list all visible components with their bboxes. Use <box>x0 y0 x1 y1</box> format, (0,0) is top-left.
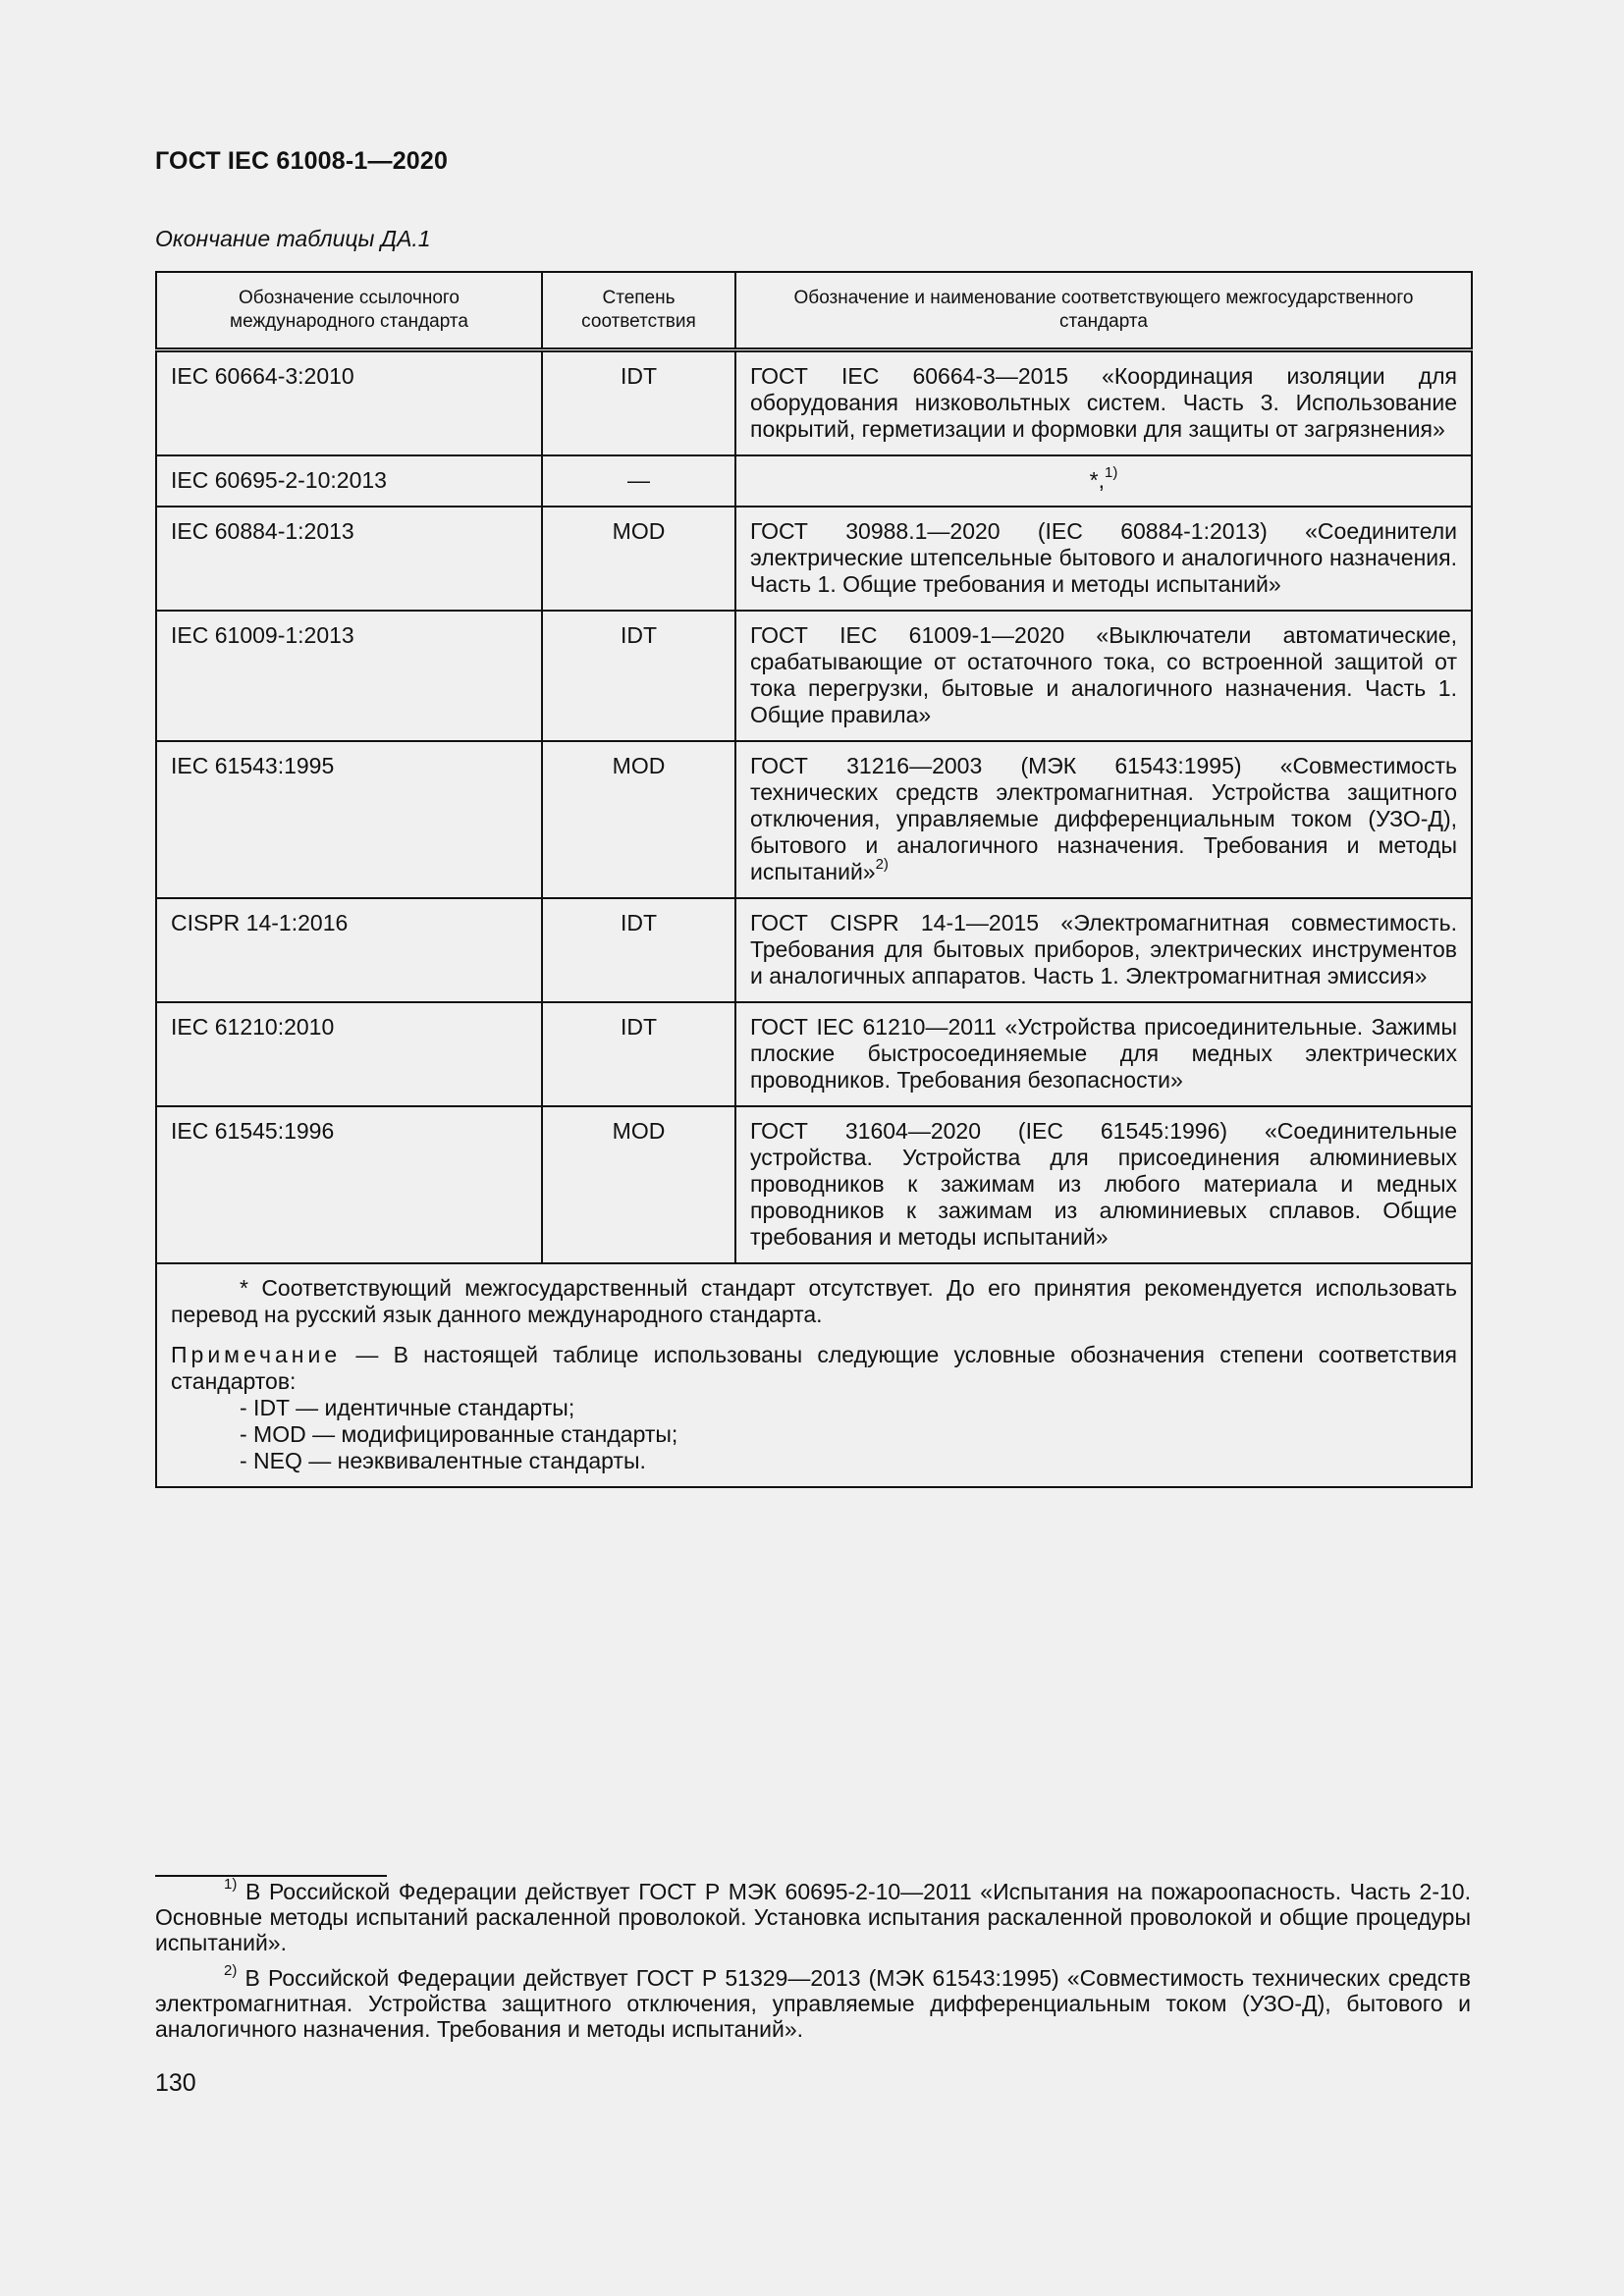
intl-standard-cell: IEC 60695-2-10:2013 <box>156 455 542 507</box>
column-header-degree: Степень соответствия <box>542 272 735 350</box>
footnote-ref-2: 2) <box>875 856 889 874</box>
page-number: 130 <box>155 2069 196 2097</box>
document-header: ГОСТ IEC 61008-1—2020 <box>155 147 449 175</box>
table-caption: Окончание таблицы ДА.1 <box>155 226 431 251</box>
column-header-intl-standard: Обозначение ссылочного международного стандарта <box>156 272 542 350</box>
footnote-text: В Российской Федерации действует ГОСТ Р 51329—2013 (МЭК 61543:1995) «Совместимость технических средств электромагнитная. Устройства защитного отключения, управляемые дифференциальным током (УЗО-Д), бытового и аналогичного назначения. Требования и методы испытаний». <box>155 1965 1471 2042</box>
note-text: — В настоящей таблице использованы следующие условные обозначения степени соответствия стандартов: <box>171 1342 1457 1394</box>
legend-item: - NEQ — неэквивалентные стандарты. <box>240 1448 646 1473</box>
national-standard-cell <box>735 455 1472 507</box>
footnote-separator <box>155 1875 387 1877</box>
degree-legend <box>171 1395 1457 1474</box>
degree-cell: IDT <box>542 611 735 741</box>
national-standard-cell: ГОСТ 30988.1—2020 (IEC 60884-1:2013) «Соединители электрические штепсельные бытового и аналогичного назначения. Часть 1. Общие требования и методы испытаний» <box>735 507 1472 611</box>
intl-standard-cell: IEC 61210:2010 <box>156 1002 542 1106</box>
table-row <box>156 350 1472 456</box>
intl-standard-cell: IEC 60664-3:2010 <box>156 350 542 456</box>
table-row <box>156 507 1472 611</box>
table-note <box>171 1342 1457 1395</box>
intl-standard-cell: CISPR 14-1:2016 <box>156 898 542 1002</box>
degree-cell: MOD <box>542 507 735 611</box>
degree-cell: MOD <box>542 1106 735 1263</box>
table-row <box>156 611 1472 741</box>
table-header-row <box>156 272 1472 350</box>
footnote-mark: 1) <box>224 1876 238 1894</box>
degree-cell: IDT <box>542 350 735 456</box>
standards-correspondence-table <box>155 271 1473 1488</box>
table-notes <box>156 1263 1472 1487</box>
legend-item: - IDT — идентичные стандарты; <box>240 1395 575 1420</box>
national-standard-cell: ГОСТ IEC 60664-3—2015 «Координация изоляции для оборудования низковольтных систем. Часть 3. Использование покрытий, герметизации и формовки для защиты от загрязнения» <box>735 350 1472 456</box>
footnote-mark: 2) <box>224 1962 238 1980</box>
footnote-ref-1: 1) <box>1105 464 1118 482</box>
national-standard-cell <box>735 741 1472 898</box>
table-row <box>156 741 1472 898</box>
national-standard-cell: ГОСТ IEC 61210—2011 «Устройства присоединительные. Зажимы плоские быстросоединяемые для медных электрических проводников. Требования безопасности» <box>735 1002 1472 1106</box>
legend-item: - MOD — модифицированные стандарты; <box>240 1421 678 1447</box>
footnote-1 <box>155 1876 1471 1955</box>
national-standard-cell: ГОСТ IEC 61009-1—2020 «Выключатели автоматические, срабатывающие от остаточного тока, со встроенной защитой от тока перегрузки, бытовые и аналогичного назначения. Часть 1. Общие правила» <box>735 611 1472 741</box>
table-notes-row <box>156 1263 1472 1487</box>
degree-cell: IDT <box>542 898 735 1002</box>
degree-cell: — <box>542 455 735 507</box>
footnotes <box>155 1876 1471 2052</box>
national-standard-cell: ГОСТ CISPR 14-1—2015 «Электромагнитная совместимость. Требования для бытовых приборов, электрических инструментов и аналогичных аппаратов. Часть 1. Электромагнитная эмиссия» <box>735 898 1472 1002</box>
table-row <box>156 1002 1472 1106</box>
missing-standard-marker: *, <box>1089 467 1105 493</box>
intl-standard-cell: IEC 60884-1:2013 <box>156 507 542 611</box>
table-row <box>156 1106 1472 1263</box>
footnote-text: В Российской Федерации действует ГОСТ Р МЭК 60695-2-10—2011 «Испытания на пожароопасность. Часть 2-10. Основные методы испытаний раскаленной проволокой. Установка испытания раскаленной проволокой и общие процедуры испытаний». <box>155 1879 1471 1955</box>
table-row <box>156 898 1472 1002</box>
table-row <box>156 455 1472 507</box>
national-standard-cell: ГОСТ 31604—2020 (IEC 61545:1996) «Соединительные устройства. Устройства для присоединения алюминиевых проводников к зажимам из любого материала и медных проводников к зажимам из алюминиевых сплавов. Общие требования и методы испытаний» <box>735 1106 1472 1263</box>
column-header-national-standard: Обозначение и наименование соответствующего межгосударственного стандарта <box>735 272 1472 350</box>
degree-cell: MOD <box>542 741 735 898</box>
note-label: Примечание <box>171 1342 342 1367</box>
footnote-2 <box>155 1962 1471 2042</box>
intl-standard-cell: IEC 61545:1996 <box>156 1106 542 1263</box>
degree-cell: IDT <box>542 1002 735 1106</box>
intl-standard-cell: IEC 61009-1:2013 <box>156 611 542 741</box>
star-note: * Соответствующий межгосударственный стандарт отсутствует. До его принятия рекомендуется использовать перевод на русский язык данного международного стандарта. <box>171 1275 1457 1327</box>
national-standard-text: ГОСТ 31216—2003 (МЭК 61543:1995) «Совместимость технических средств электромагнитная. Устройства защитного отключения, управляемые дифференциальным током (УЗО-Д), бытового и аналогичного назначения. Требования и методы испытаний» <box>750 753 1457 884</box>
intl-standard-cell: IEC 61543:1995 <box>156 741 542 898</box>
